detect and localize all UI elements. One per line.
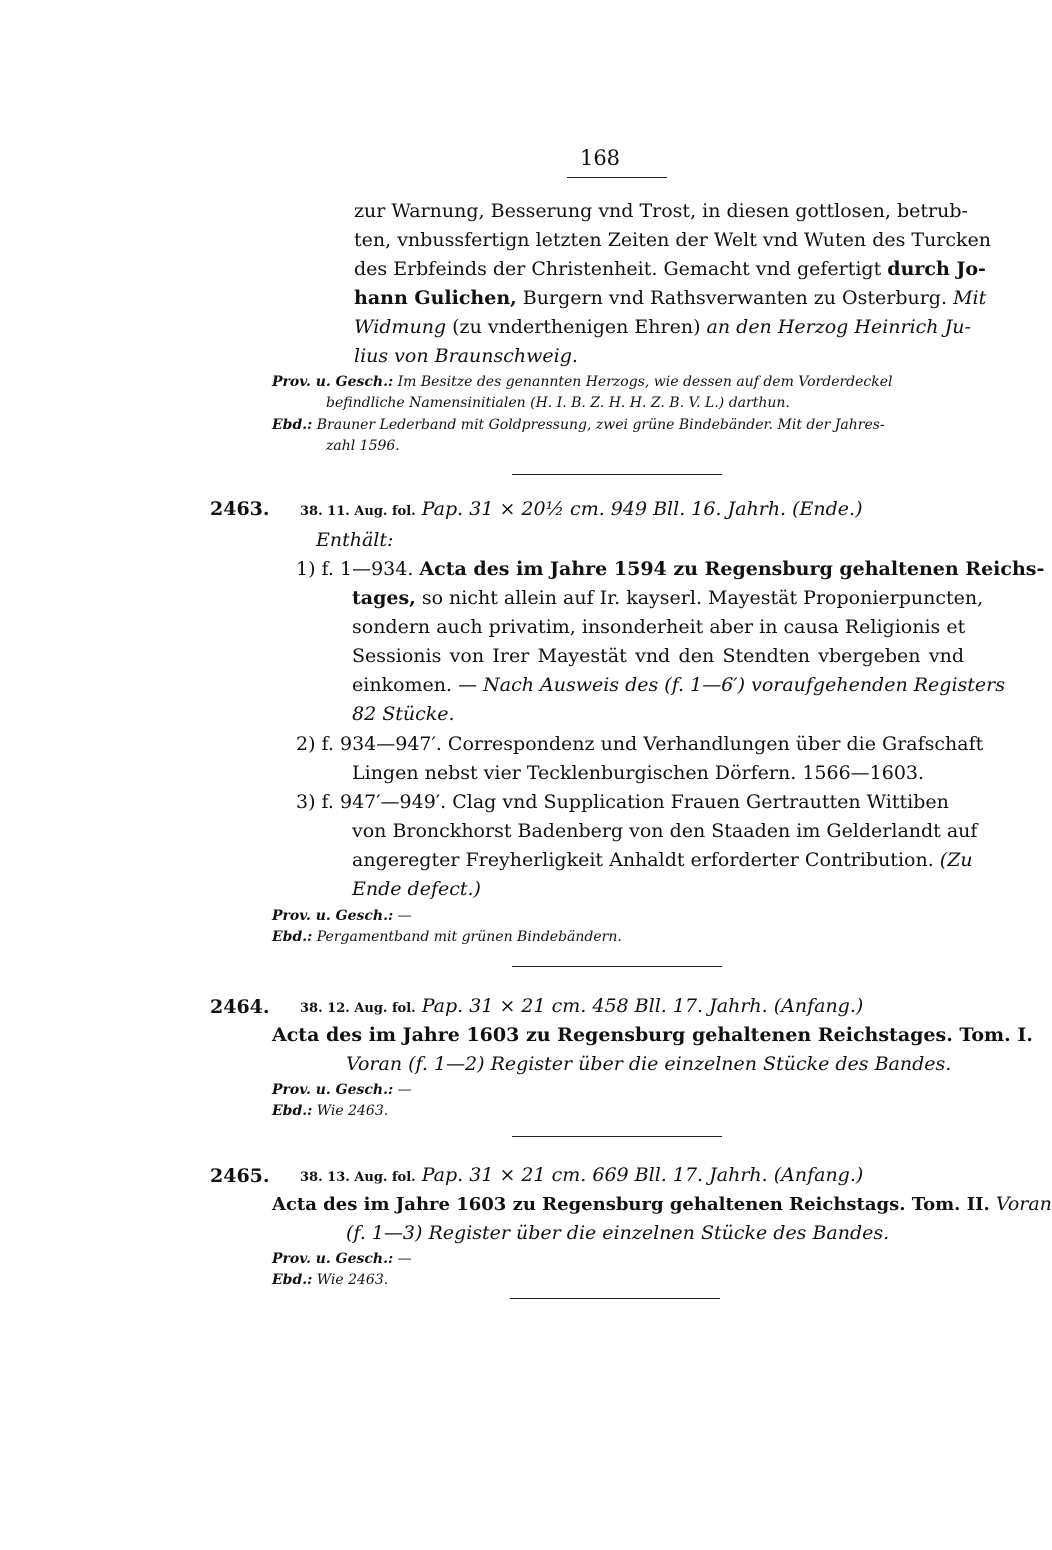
binding-label: Ebd.: <box>272 1103 313 1119</box>
binding-line: zahl 1596. <box>326 438 400 454</box>
page-number-rule <box>567 177 667 178</box>
text-line <box>296 788 964 817</box>
binding-line <box>272 1101 412 1122</box>
binding-label: Ebd.: <box>272 929 313 945</box>
text-line <box>296 846 973 875</box>
text-segment: Burgern vnd Rathsverwanten zu Osterburg. <box>522 287 948 309</box>
provenance-label: Prov. u. Gesch.: <box>272 374 394 390</box>
text-segment: Widmung <box>354 316 447 338</box>
text-segment: Correspondenz und Verhandlungen über die Grafschaft <box>447 733 984 755</box>
text-line: lius von Braunschweig. <box>354 345 578 367</box>
provenance-line <box>272 1249 412 1270</box>
entry-number: 2464. <box>210 996 270 1018</box>
provenance-text: — <box>397 908 412 924</box>
text-line: ten, vnbussfertign letzten Zeiten der Welt vnd Wuten des Turcken <box>354 229 992 251</box>
item-ref: 2) f. 934—947′. <box>296 733 442 755</box>
item-title: Acta des im Jahre 1594 zu Regensburg gehaltenen Reichs- <box>419 558 1045 580</box>
item-ref: 1) f. 1—934. <box>296 558 414 580</box>
binding-line <box>272 415 964 436</box>
provenance-line: befindliche Namensinitialen (H. I. B. Z. H. H. Z. B. V. L.) darthun. <box>326 395 790 411</box>
provenance-label: Prov. u. Gesch.: <box>272 1082 394 1098</box>
text-line <box>296 555 1045 584</box>
binding-line <box>272 927 622 948</box>
entry-note: Voran (f. 1—2) Register über die einzelnen Stücke des Bandes. <box>346 1053 952 1075</box>
text-segment: Clag vnd Supplication Frauen Gertrautten Wittiben <box>452 791 949 813</box>
item-title: tages, <box>352 587 416 609</box>
continuation-provenance <box>272 372 964 457</box>
continuation-text <box>354 197 992 371</box>
entry-header <box>300 1161 863 1192</box>
entry-provenance <box>272 1249 412 1291</box>
section-divider <box>512 474 722 475</box>
binding-text: Wie 2463. <box>316 1103 389 1119</box>
text-line: Ende defect.) <box>352 878 481 900</box>
entry-title-tail: Voran <box>995 1193 1052 1215</box>
text-line: Sessionis von Irer Mayestät vnd den Stendten vbergeben vnd <box>352 645 964 667</box>
text-segment: des Erbfeinds der Christenheit. Gemacht vnd gefertigt <box>354 258 882 280</box>
entry-provenance <box>272 906 622 948</box>
text-line: Lingen nebst vier Tecklenburgischen Dörfern. 1566—1603. <box>352 762 925 784</box>
section-divider <box>512 966 722 967</box>
text-line <box>354 313 971 342</box>
entry-header <box>300 495 863 526</box>
entry-title <box>272 1190 1052 1219</box>
provenance-text: Im Besitze des genannten Herzogs, wie dessen auf dem Vorderdeckel <box>397 374 893 390</box>
section-divider <box>510 1298 720 1299</box>
section-divider <box>512 1136 722 1137</box>
page-number: 168 <box>579 146 621 170</box>
entry-title: Acta des im Jahre 1603 zu Regensburg gehaltenen Reichstages. Tom. I. <box>272 1024 1033 1046</box>
text-segment: (zu vnderthenigen Ehren) <box>452 316 701 338</box>
binding-text: Pergamentband mit grünen Bindebändern. <box>316 929 622 945</box>
physical-description: Pap. 31 × 21 cm. 669 Bll. 17. Jahrh. (Anfang.) <box>421 1164 864 1186</box>
contents-label: Enthält: <box>316 529 394 551</box>
binding-label: Ebd.: <box>272 417 313 433</box>
content-item <box>296 730 984 788</box>
text-line: sondern auch privatim, insonderheit aber in causa Religionis et <box>352 616 966 638</box>
text-segment: angeregter Freyherligkeit Anhaldt erforderter Contribution. <box>352 849 934 871</box>
content-item <box>296 555 1045 729</box>
shelfmark: 38. 11. Aug. fol. <box>300 504 416 519</box>
text-line <box>354 255 986 284</box>
text-line <box>354 284 987 313</box>
provenance-text: — <box>397 1082 412 1098</box>
entry-title-text: Acta des im Jahre 1603 zu Regensburg gehaltenen Reichstags. Tom. II. <box>272 1194 990 1215</box>
entry-note: (f. 1—3) Register über die einzelnen Stücke des Bandes. <box>346 1222 890 1244</box>
provenance-label: Prov. u. Gesch.: <box>272 1251 394 1267</box>
text-segment: (Zu <box>939 849 973 871</box>
entry-number: 2463. <box>210 498 270 520</box>
provenance-line <box>272 906 622 927</box>
physical-description: Pap. 31 × 21 cm. 458 Bll. 17. Jahrh. (Anfang.) <box>421 995 864 1017</box>
entry-header <box>300 992 863 1023</box>
text-segment: an den Herzog Heinrich Ju- <box>706 316 971 338</box>
text-line <box>296 584 984 613</box>
text-segment: Nach Ausweis des (f. 1—6′) voraufgehenden Registers <box>483 674 1005 696</box>
shelfmark: 38. 13. Aug. fol. <box>300 1170 416 1185</box>
text-line: von Bronckhorst Badenberg von den Staaden im Gelderlandt auf <box>352 820 978 842</box>
author-name: hann Gulichen, <box>354 287 517 309</box>
text-line <box>296 730 984 759</box>
item-ref: 3) f. 947′—949′. <box>296 791 447 813</box>
provenance-line <box>272 1080 412 1101</box>
binding-line <box>272 1270 412 1291</box>
content-item <box>296 788 978 904</box>
binding-label: Ebd.: <box>272 1272 313 1288</box>
entry-provenance <box>272 1080 412 1122</box>
shelfmark: 38. 12. Aug. fol. <box>300 1001 416 1016</box>
author-name: durch Jo- <box>887 258 986 280</box>
text-line: 82 Stücke. <box>352 703 455 725</box>
provenance-line <box>272 372 964 393</box>
text-line <box>296 671 1005 700</box>
text-segment: einkomen. — <box>352 674 478 696</box>
provenance-text: — <box>397 1251 412 1267</box>
binding-text: Brauner Lederband mit Goldpressung, zwei grüne Bindebänder. Mit der Jahres- <box>316 417 885 433</box>
text-line: zur Warnung, Besserung vnd Trost, in diesen gottlosen, betrub- <box>354 200 968 222</box>
provenance-label: Prov. u. Gesch.: <box>272 908 394 924</box>
text-segment: Mit <box>953 287 987 309</box>
text-segment: so nicht allein auf Ir. kayserl. Mayestät Proponierpuncten, <box>421 587 984 609</box>
binding-text: Wie 2463. <box>316 1272 389 1288</box>
physical-description: Pap. 31 × 20½ cm. 949 Bll. 16. Jahrh. (Ende.) <box>421 498 863 520</box>
entry-number: 2465. <box>210 1165 270 1187</box>
